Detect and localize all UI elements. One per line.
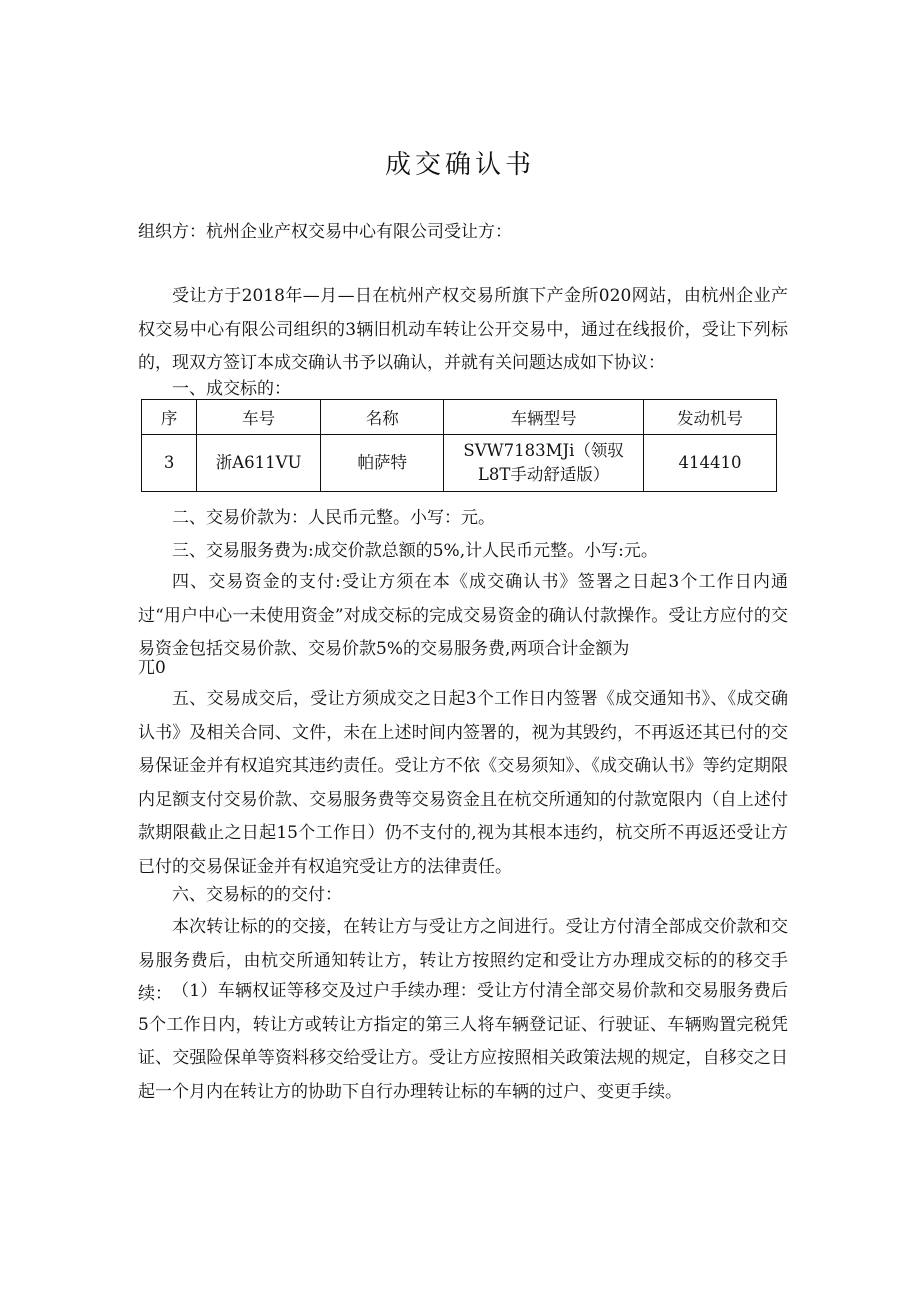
- header-name: 名称: [321, 400, 444, 435]
- section2-paragraph: 二、交易价款为：人民币元整。小写：元。: [172, 508, 495, 528]
- section6-heading: 六、交易标的的交付：: [172, 885, 342, 905]
- deal-table: [141, 399, 777, 492]
- header-plate: 车号: [197, 400, 321, 435]
- cell-engine: 414410: [643, 435, 776, 492]
- section4-paragraph: 四、交易资金的支付:受让方须在本《成交确认书》签署之日起3个工作日内通过“用户中心一未使用资金”对成交标的完成交易资金的确认付款操作。受让方应付的交易资金包括交易价款、交易价款5%的交易服务费,两项合计金额为: [138, 572, 788, 659]
- header-engine: 发动机号: [643, 400, 776, 435]
- cell-model: SVW7183MJi（领驭L8T手动舒适版）: [444, 435, 644, 492]
- section5-paragraph: 五、交易成交后，受让方须成交之日起3个工作日内签署《成交通知书》、《成交确认书》及相关合同、文件，未在上述时间内签署的，视为其毁约，不再返还其已付的交易保证金并有权追究其违约责任。受让方不依《交易须知》、《成交确认书》等约定期限内足额支付交易价款、交易服务费等交易资金且在杭交所通知的付款宽限内（自上述付款期限截止之日起15个工作日）仍不支付的,视为其根本违约，杭交所不再返还受让方已付的交易保证金并有权追究受让方的法律责任。: [138, 689, 788, 877]
- cell-name: 帕萨特: [321, 435, 444, 492]
- parties-line: 组织方：杭州企业产权交易中心有限公司受让方：: [138, 222, 512, 242]
- header-seq: 序: [142, 400, 197, 435]
- table-header-row: [142, 400, 777, 435]
- cell-plate: 浙A611VU: [197, 435, 321, 492]
- section6-item1: （1）车辆权证等移交及过户手续办理：受让方付清全部交易价款和交易服务费后5个工作日内，转让方或转让方指定的第三人将车辆登记证、行驶证、车辆购置完税凭证、交强险保单等资料移交给受让方。受让方应按照相关政策法规的规定，自移交之日起一个月内在转让方的协助下自行办理转让标的车辆的过户、变更手续。: [138, 981, 788, 1102]
- document-title: 成交确认书: [384, 150, 535, 180]
- section4-tail: 兀0: [138, 658, 166, 678]
- cell-seq: 3: [142, 435, 197, 492]
- section3-paragraph: 三、交易服务费为:成交价款总额的5%,计人民币元整。小写:元。: [172, 541, 658, 561]
- section1-heading: 一、成交标的：: [172, 379, 291, 399]
- intro-paragraph: 受让方于2018年—月—日在杭州产权交易所旗下产金所020网站，由杭州企业产权交易中心有限公司组织的3辆旧机动车转让公开交易中，通过在线报价，受让下列标的，现双方签订本成交确认书予以确认，并就有关问题达成如下协议：: [138, 286, 788, 373]
- table-row: [142, 435, 777, 492]
- section6-body: 本次转让标的的交接，在转让方与受让方之间进行。受让方付清全部成交价款和交易服务费后，由杭交所通知转让方，转让方按照约定和受让方办理成交标的的移交手续：: [138, 917, 788, 1004]
- header-model: 车辆型号: [444, 400, 644, 435]
